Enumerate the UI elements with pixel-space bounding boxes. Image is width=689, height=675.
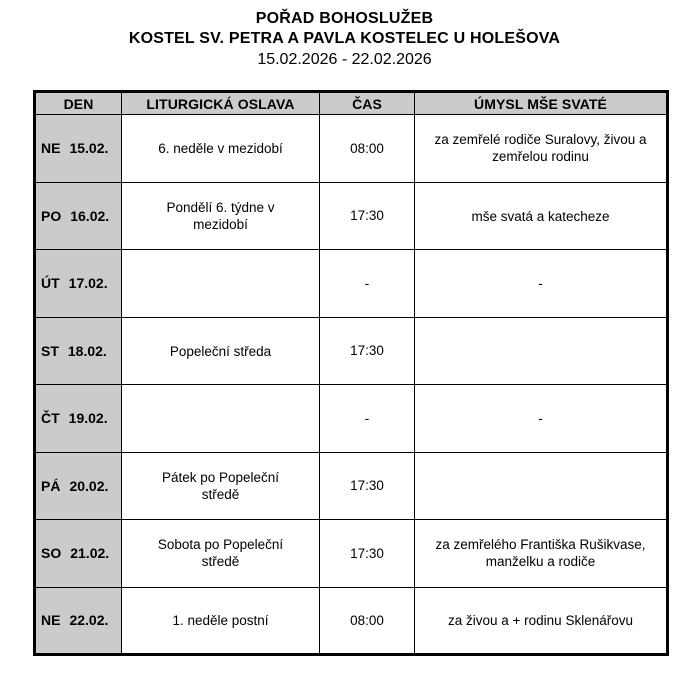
celebration-cell <box>122 385 320 453</box>
celebration-text: Sobota po Popeleční středě <box>157 537 284 570</box>
intention-cell <box>415 115 668 183</box>
intention-cell <box>415 385 668 453</box>
celebration-text: 6. neděle v mezidobí <box>158 141 283 157</box>
time-cell: - <box>320 385 415 453</box>
table-row <box>35 385 668 453</box>
intention-text: za zemřelého Františka Rušikvase, manželku a rodiče <box>435 537 646 570</box>
time-cell: 17:30 <box>320 182 415 250</box>
table-row <box>35 317 668 385</box>
day-date: 18.02. <box>67 342 107 359</box>
intention-text: mše svatá a katecheze <box>471 208 610 224</box>
table-row <box>35 520 668 588</box>
celebration-cell <box>122 317 320 385</box>
day-cell <box>35 182 122 250</box>
column-header-cas: ČAS <box>320 92 415 115</box>
day-date: 17.02. <box>68 275 108 292</box>
schedule-table <box>33 90 669 656</box>
day-cell <box>35 587 122 655</box>
day-abbr: NE <box>41 612 61 629</box>
time-cell: 08:00 <box>320 587 415 655</box>
table-row <box>35 452 668 520</box>
table-row <box>35 587 668 655</box>
day-abbr: SO <box>41 545 62 562</box>
intention-text: - <box>538 411 543 427</box>
time-cell: 17:30 <box>320 452 415 520</box>
day-date: 16.02. <box>70 207 110 224</box>
intention-text: za zemřelé rodiče Suralovy, živou a zemřelou rodinu <box>434 132 647 165</box>
day-abbr: PÁ <box>41 477 61 494</box>
intention-cell <box>415 250 668 318</box>
table-row <box>35 115 668 183</box>
table-row <box>35 182 668 250</box>
celebration-cell <box>122 587 320 655</box>
celebration-text: Pátek po Popeleční středě <box>161 469 280 502</box>
intention-cell <box>415 520 668 588</box>
day-abbr: ÚT <box>41 275 60 292</box>
date-range: 15.02.2026 - 22.02.2026 <box>257 51 432 68</box>
celebration-text: 1. neděle postní <box>172 613 269 629</box>
title-block <box>0 0 689 70</box>
day-cell <box>35 250 122 318</box>
column-header-den: DEN <box>35 92 122 115</box>
schedule-table-wrapper <box>33 90 666 656</box>
page-subtitle: KOSTEL SV. PETRA A PAVLA KOSTELEC U HOLEŠOVA <box>128 30 561 47</box>
intention-text: za živou a + rodinu Sklenářovu <box>448 613 633 629</box>
day-cell <box>35 115 122 183</box>
celebration-cell <box>122 250 320 318</box>
celebration-cell <box>122 115 320 183</box>
day-cell <box>35 520 122 588</box>
day-date: 22.02. <box>69 612 109 629</box>
celebration-cell <box>122 520 320 588</box>
time-cell: 08:00 <box>320 115 415 183</box>
intention-cell <box>415 452 668 520</box>
intention-text: - <box>538 276 543 292</box>
day-date: 19.02. <box>68 410 108 427</box>
column-header-umysl-mse-svate: ÚMYSL MŠE SVATÉ <box>415 92 668 115</box>
day-cell <box>35 385 122 453</box>
intention-cell <box>415 587 668 655</box>
time-cell: 17:30 <box>320 520 415 588</box>
day-abbr: ST <box>41 342 59 359</box>
header-row <box>35 92 668 115</box>
day-cell <box>35 452 122 520</box>
celebration-cell <box>122 452 320 520</box>
table-row <box>35 250 668 318</box>
day-abbr: PO <box>41 207 62 224</box>
celebration-text: Popeleční středa <box>169 343 272 359</box>
day-date: 15.02. <box>69 140 109 157</box>
celebration-cell <box>122 182 320 250</box>
intention-cell <box>415 182 668 250</box>
schedule-body <box>35 115 668 655</box>
day-abbr: ČT <box>41 410 60 427</box>
column-header-liturgicka-oslava: LITURGICKÁ OSLAVA <box>122 92 320 115</box>
day-date: 21.02. <box>70 545 110 562</box>
day-cell <box>35 317 122 385</box>
time-cell: - <box>320 250 415 318</box>
schedule-header <box>35 92 668 115</box>
time-cell: 17:30 <box>320 317 415 385</box>
day-abbr: NE <box>41 140 61 157</box>
celebration-text: Pondělí 6. týdne v mezidobí <box>166 199 275 232</box>
intention-cell <box>415 317 668 385</box>
page-title: POŘAD BOHOSLUŽEB <box>255 10 434 27</box>
day-date: 20.02. <box>69 477 109 494</box>
